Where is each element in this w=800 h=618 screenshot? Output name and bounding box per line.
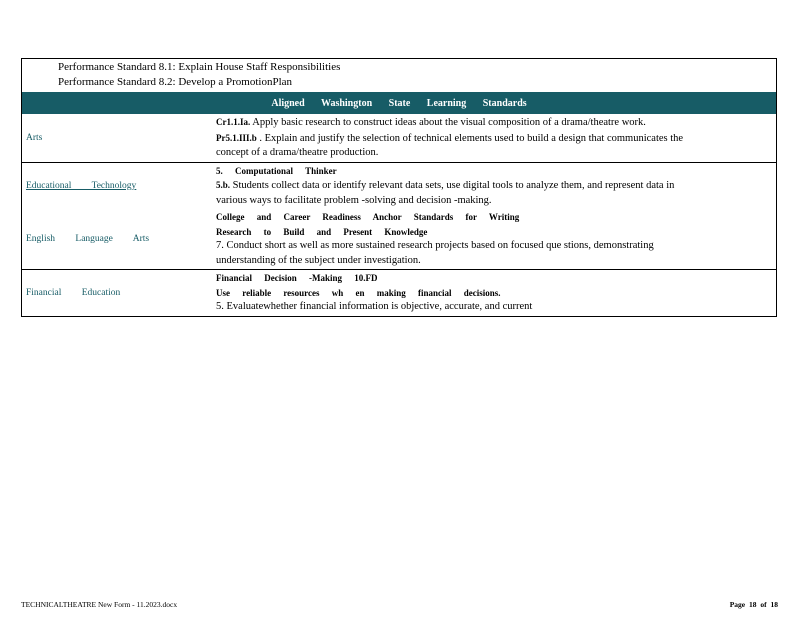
standards-table [21, 58, 777, 317]
subject-label: Educational Technology [26, 180, 137, 191]
table-row [22, 270, 776, 317]
table-row [22, 114, 776, 163]
standards-content: Cr1.1.Ia. Apply basic research to construct ideas about the visual composition of a drama/theatre work. Pr5.1.III.b . Explain and justify the selection of technical elements used to build a design that communicates the concept of a drama/theatre production. [216, 117, 684, 158]
standards-content: Financial Decision -Making 10.FD Use reliable resources wh en making financial decisions. 5. Evaluatewhether financial information is objective, accurate, and current [216, 273, 533, 312]
bullet-item [42, 75, 776, 90]
subject-label: Arts [26, 132, 43, 143]
standards-content: 5. Computational Thinker 5.b. Students collect data or identify relevant data sets, use digital tools to analyze them, and represent data in various ways to facilitate problem -solving and decision -making. [216, 165, 675, 206]
bullet-text: Performance Standard 8.2: Develop a PromotionPlan [58, 76, 293, 88]
bullet-text: Performance Standard 8.1: Explain House Staff Responsibilities [58, 61, 341, 73]
table-header: Aligned Washington State Learning Standards [22, 92, 776, 114]
subject-label: English Language Arts [26, 234, 150, 244]
performance-standards-list [22, 59, 776, 92]
subject-label: Financial Education [26, 287, 121, 298]
standards-content: College and Career Readiness Anchor Standards for Writing Research to Build and Present Knowledge 7. Conduct short as well as more sustained research projects based on focused que stions, demonstrating understanding of the subject under investigation. [216, 212, 654, 266]
table-row [22, 163, 776, 210]
bullet-item [42, 60, 776, 75]
table-row [22, 209, 776, 270]
page-number: Page 18 of 18 [729, 600, 778, 609]
footer-filename: TECHNICALTHEATRE New Form - 11.2023.docx [21, 600, 178, 609]
